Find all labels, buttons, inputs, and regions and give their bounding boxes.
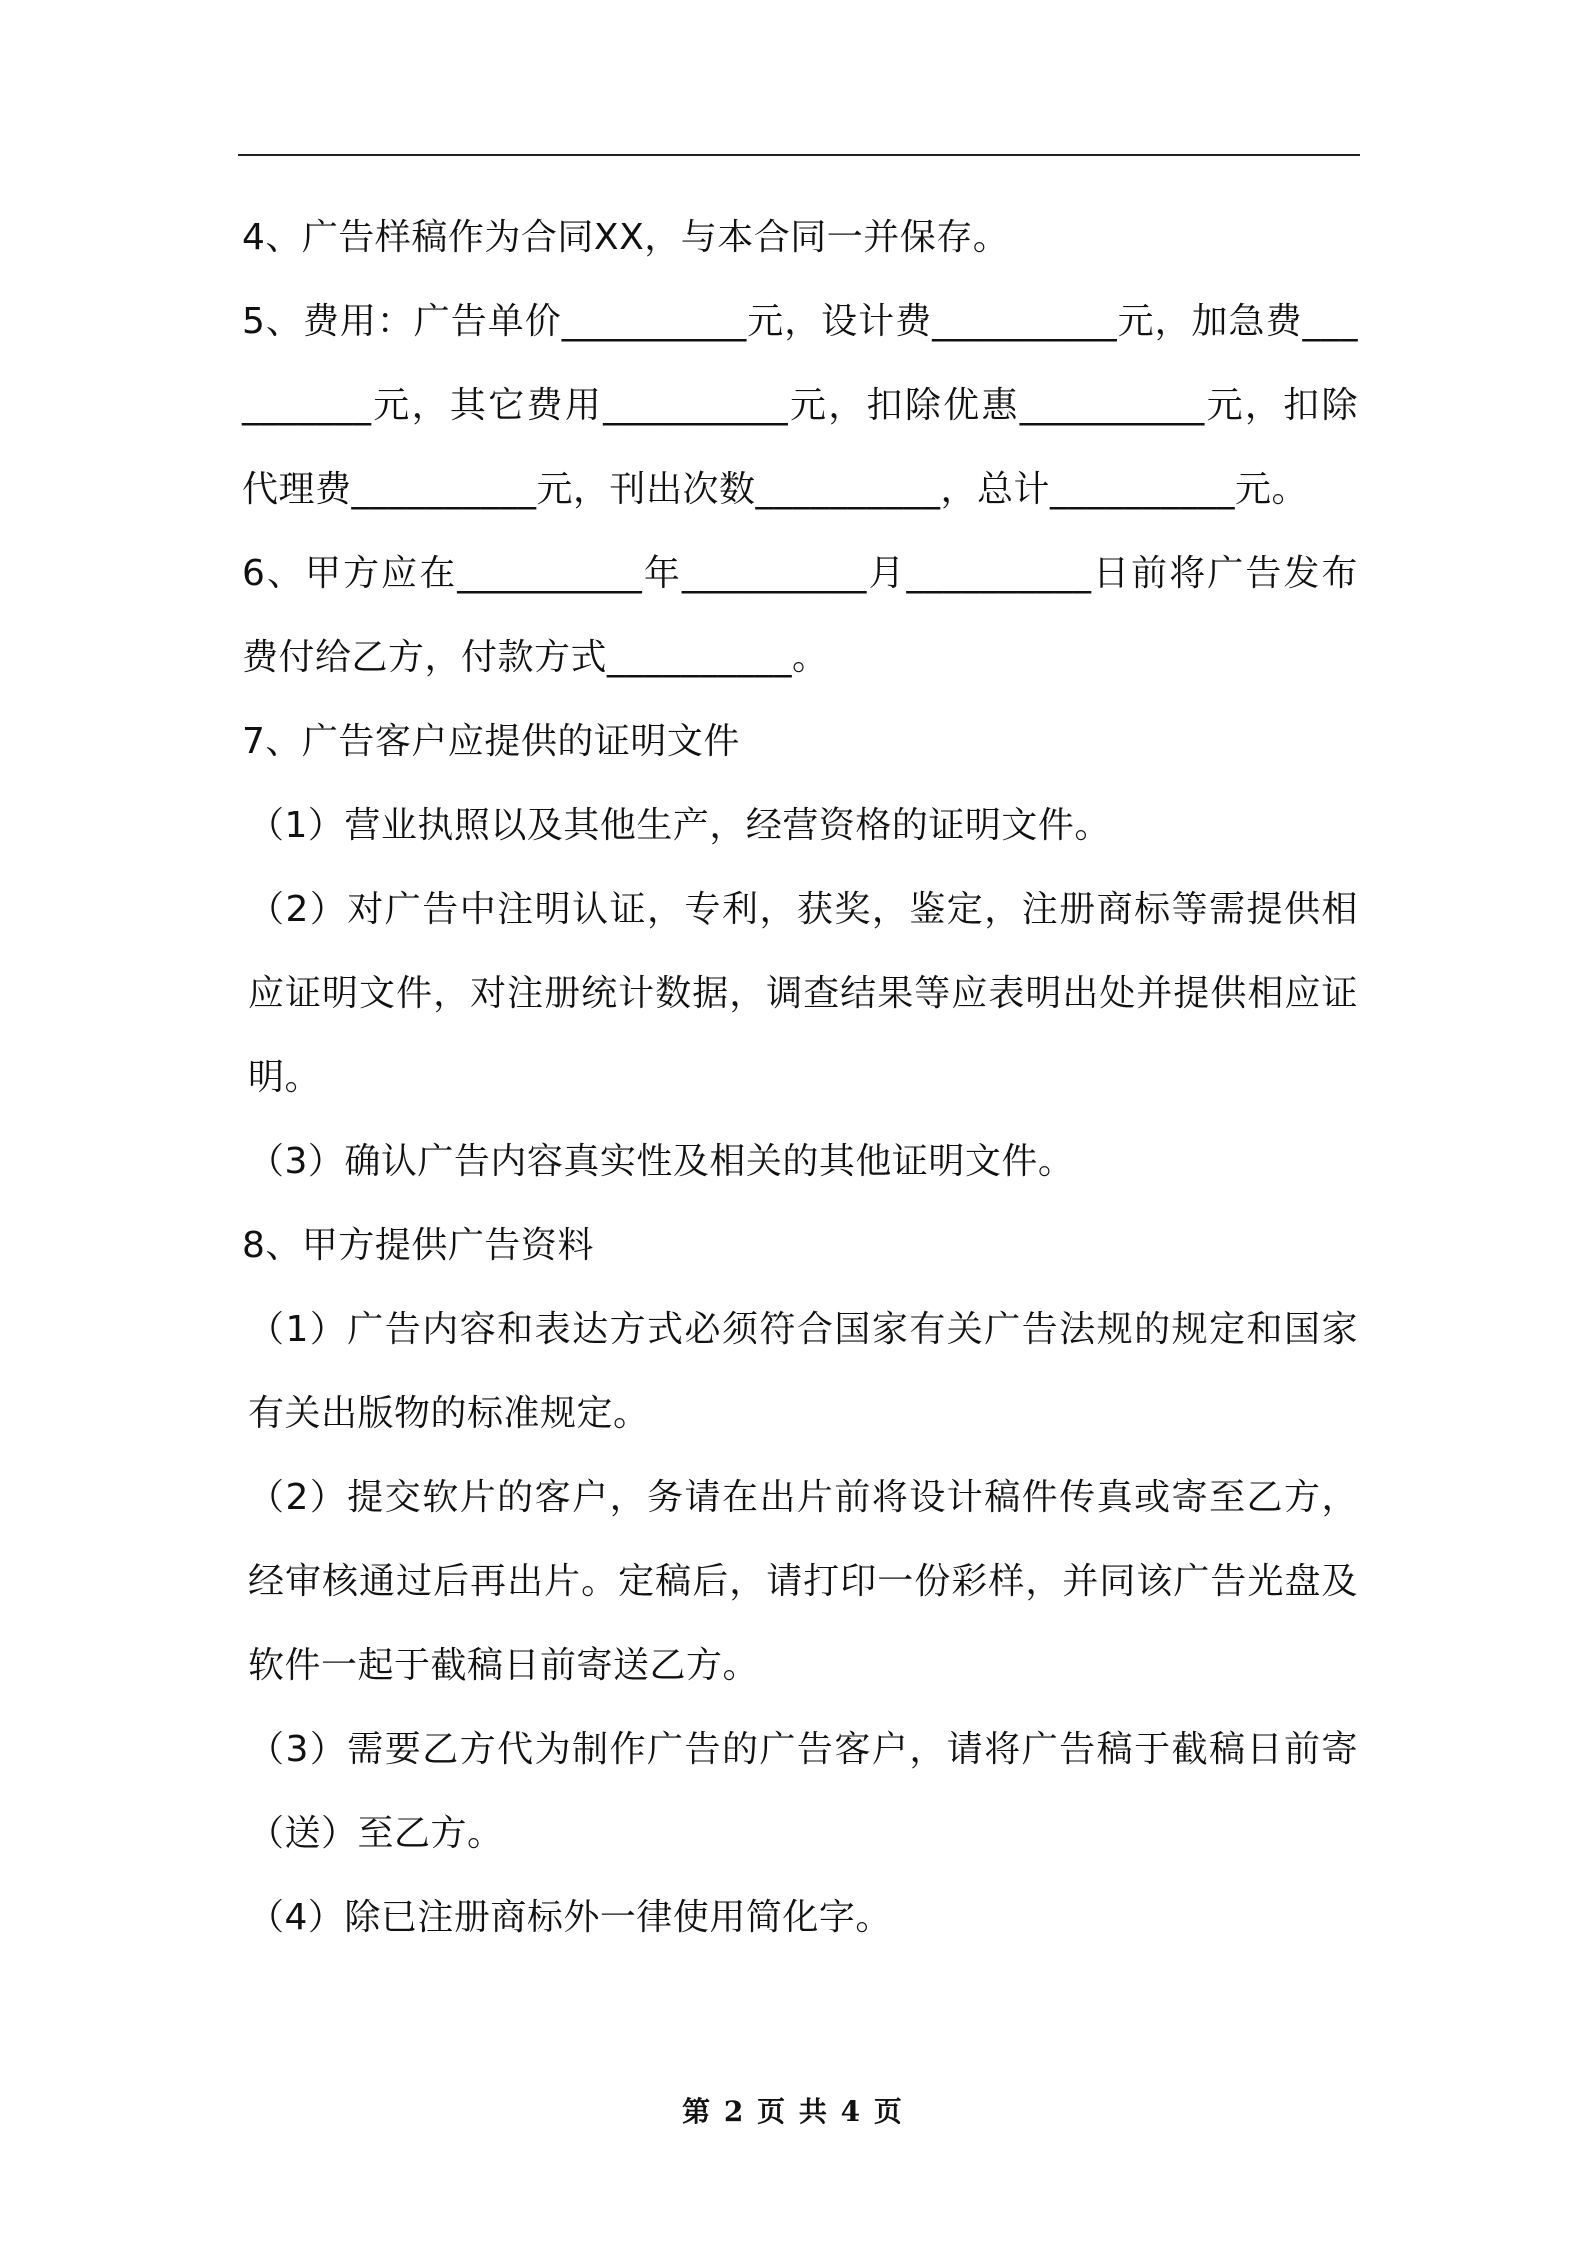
clause-5-fees: 5、费用：广告单价__________元，设计费__________元，加急费__________元，其它费用__________元，扣除优惠__________元，扣除代理费__________元，刊出次数__________，总计__________元。 bbox=[242, 301, 1358, 510]
document-body bbox=[242, 196, 1358, 1960]
clause-7-item-2: （2）对广告中注明认证，专利，获奖，鉴定，注册商标等需提供相应证明文件，对注册统计数据，调查结果等应表明出处并提供相应证明。 bbox=[248, 889, 1358, 1098]
clause-8-item-4: （4）除已注册商标外一律使用简化字。 bbox=[248, 1897, 892, 1938]
page-number: 第 2 页 共 4 页 bbox=[682, 2095, 904, 2128]
clause-8-item-1: （1）广告内容和表达方式必须符合国家有关广告法规的规定和国家有关出版物的标准规定。 bbox=[248, 1309, 1358, 1434]
clause-6-payment: 6、甲方应在__________年__________月__________日前将广告发布费付给乙方，付款方式__________。 bbox=[242, 553, 1358, 678]
clause-8-item-3: （3）需要乙方代为制作广告的广告客户，请将广告稿于截稿日前寄（送）至乙方。 bbox=[248, 1729, 1358, 1854]
clause-8-heading: 8、甲方提供广告资料 bbox=[242, 1225, 594, 1266]
clause-8-item-2: （2）提交软片的客户，务请在出片前将设计稿件传真或寄至乙方，经审核通过后再出片。定稿后，请打印一份彩样，并同该广告光盘及软件一起于截稿日前寄送乙方。 bbox=[248, 1477, 1358, 1686]
clause-4: 4、广告样稿作为合同XX，与本合同一并保存。 bbox=[242, 217, 1010, 258]
header-rule bbox=[238, 154, 1360, 156]
clause-7-item-1: （1）营业执照以及其他生产，经营资格的证明文件。 bbox=[248, 805, 1111, 846]
clause-7-heading: 7、广告客户应提供的证明文件 bbox=[242, 721, 740, 762]
clause-7-item-3: （3）确认广告内容真实性及相关的其他证明文件。 bbox=[248, 1141, 1075, 1182]
